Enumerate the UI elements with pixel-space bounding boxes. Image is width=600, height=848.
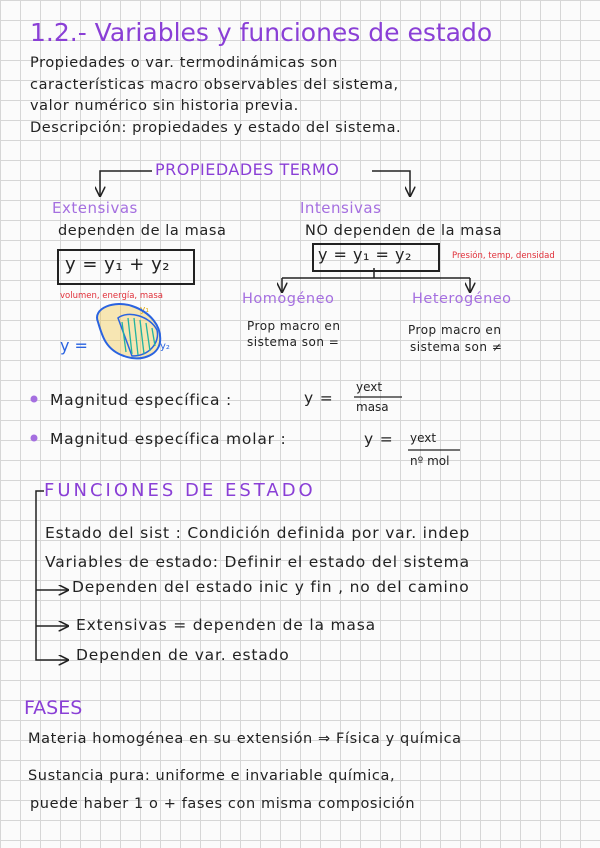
heterogeneo-desc-1: Prop macro en [408, 323, 502, 337]
bullet-especifica [31, 396, 38, 403]
magnitud-molar-lhs: y = [364, 430, 394, 448]
intro-line-4: Descripción: propiedades y estado del sistema. [30, 120, 402, 136]
extensivas-examples: volumen, energía, masa [60, 291, 163, 301]
extensivas-desc: dependen de la masa [58, 223, 227, 239]
propiedades-heading: PROPIEDADES TERMO [155, 160, 340, 179]
funciones-variables: Variables de estado: Definir el estado del sistema [45, 553, 470, 571]
heterogeneo-desc-2: sistema son ≠ [410, 340, 503, 354]
mass-blob-illustration [97, 304, 160, 358]
funciones-item-2: Extensivas = dependen de la masa [76, 616, 376, 634]
funciones-item-3: Dependen de var. estado [76, 646, 290, 664]
fases-line-2: Sustancia pura: uniforme e invariable química, [28, 768, 396, 784]
homogeneo-label: Homogéneo [242, 291, 335, 307]
funciones-estado: Estado del sist : Condición definida por var. indep [45, 524, 471, 542]
magnitud-especifica-lhs: y = [304, 389, 334, 407]
intensivas-examples: Presión, temp, densidad [452, 251, 555, 261]
fases-line-1: Materia homogénea en su extensión ⇒ Física y química [28, 731, 462, 747]
intro-line-2: características macro observables del sistema, [30, 77, 399, 93]
magnitud-especifica-label: Magnitud específica : [50, 391, 233, 409]
extensivas-y-label: y = [60, 336, 88, 355]
magnitud-molar-num: yext [410, 431, 437, 445]
funciones-bracket [36, 491, 68, 660]
intensivas-desc: NO dependen de la masa [305, 223, 503, 239]
fases-heading: FASES [24, 697, 83, 719]
homogeneo-desc-2: sistema son = [247, 335, 340, 349]
magnitud-molar-label: Magnitud específica molar : [50, 430, 287, 448]
extensivas-y1-label: y₁ [140, 305, 149, 315]
magnitud-especifica-den: masa [356, 400, 389, 414]
intensivas-label: Intensivas [300, 199, 382, 217]
extensivas-label: Extensivas [52, 199, 138, 217]
magnitud-molar-den: nº mol [410, 454, 450, 468]
heterogeneo-label: Heterogéneo [412, 291, 512, 307]
intensivas-branch-arrows [282, 268, 470, 292]
arrow-to-intensivas [372, 171, 410, 196]
intro-line-1: Propiedades o var. termodinámicas son [30, 55, 338, 71]
funciones-heading: FUNCIONES DE ESTADO [44, 480, 316, 501]
arrow-to-extensivas [100, 171, 152, 196]
intro-line-3: valor numérico sin historia previa. [30, 98, 299, 114]
fases-line-3: puede haber 1 o + fases con misma composición [30, 796, 416, 812]
extensivas-formula: y = y₁ + y₂ [65, 254, 170, 275]
homogeneo-desc-1: Prop macro en [247, 319, 341, 333]
page-title: 1.2.- Variables y funciones de estado [30, 18, 493, 47]
intensivas-formula: y = y₁ = y₂ [318, 245, 412, 264]
extensivas-y2-label: y₂ [160, 341, 170, 352]
bullet-molar [31, 435, 38, 442]
propiedades-branch-arrows [100, 171, 410, 196]
magnitud-especifica-num: yext [356, 380, 383, 394]
funciones-item-1: Dependen del estado inic y fin , no del camino [72, 578, 470, 596]
